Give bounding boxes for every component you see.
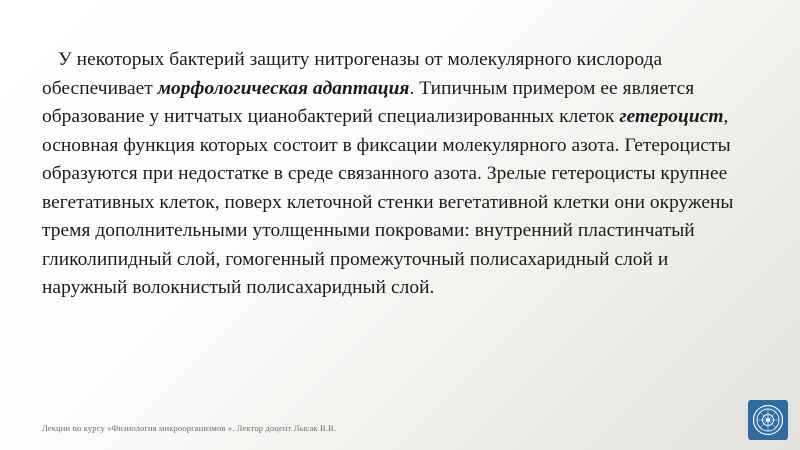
emphasis-heterocysts: гетероцист — [619, 106, 724, 128]
emphasis-morphological-adaptation: морфологическая адаптация — [157, 77, 410, 99]
body-text-segment-2: . Типичным примером ее является образование у нитчатых цианобактерий специализированных клеток — [42, 77, 695, 128]
university-emblem-icon — [748, 400, 788, 440]
body-text-segment-3: , основная функция которых состоит в фиксации молекулярного азота. Гетероцисты образуются при недостатке в среде связанного азота. Зрелые гетероцисты крупнее вегетативных клеток, поверх клеточной стенки вегетативной клетки они окружены тремя дополнительными утолщенными покровами: внутренний пластинчатый гликолипидный слой, гомогенный промежуточный полисахаридный слой и наружный волокнистый полисахаридный слой. — [42, 106, 734, 299]
body-text-segment-1: У некоторых бактерий защиту нитрогеназы от молекулярного кислорода обеспечивает — [42, 49, 663, 99]
slide-footer: Лекции по курсу «Физиология микроорганизмов ». Лектор доцент Лысак В.В. — [42, 423, 337, 433]
slide-body-text — [42, 46, 758, 303]
